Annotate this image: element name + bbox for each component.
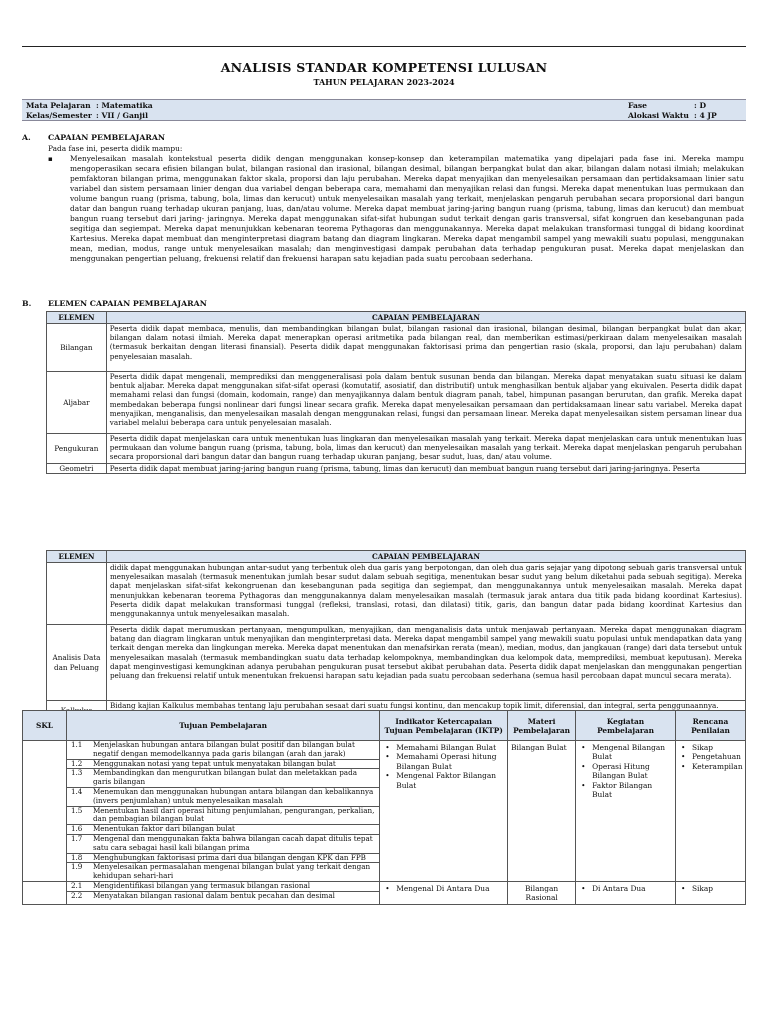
- iktp-list: [380, 741, 507, 790]
- section-b-title: ELEMEN CAPAIAN PEMBELAJARAN: [48, 299, 207, 308]
- table-row: [47, 625, 746, 701]
- tujuan-list: [67, 882, 379, 901]
- kelas-value: : VII / Ganjil: [96, 111, 148, 120]
- list-item: • Memahami Bilangan Bulat: [384, 743, 505, 752]
- tujuan-text: Membandingkan dan mengurutkan bilangan bulat dan meletakkan pada garis bilangan: [92, 768, 357, 787]
- iktp-cell: [380, 741, 508, 882]
- tujuan-number: 2.2: [70, 890, 83, 900]
- tujuan-text: Menemukan dan menggunakan hubungan antara bilangan dan kebalikannya (invers penjumlahan) untuk menyelesaikan masalah: [92, 786, 374, 805]
- elemen-cell: Pengukuran: [47, 434, 107, 464]
- kegiatan-list: [576, 882, 675, 893]
- mapel-key: Mata Pelajaran: [26, 101, 91, 110]
- capaian-cell: Peserta didik dapat menjelaskan cara untuk menentukan luas lingkaran dan menyelesaikan masalah yang terkait. Mereka dapat menjelaskan cara untuk menentukan luas permukaan dan volume bangun ruang (prisma, tabung, bola, limas dan kerucut) dan menyelesaikan masalah yang terkait. Mereka dapat menjelaskan pengaruh perubahan secara proporsional dari bangun datar dan bangun ruang terhadap ukuran panjang, besar sudut, luas, dan/ atau volume.: [106, 434, 745, 464]
- tujuan-text: Mengidentifikasi bilangan yang termasuk bilangan rasional: [92, 880, 311, 890]
- tujuan-text: Menyatakan bilangan rasional dalam bentuk pecahan dan desimal: [92, 890, 335, 900]
- elemen-cell: [47, 563, 107, 625]
- tujuan-number: 1.4: [70, 786, 83, 796]
- tujuan-number: 1.5: [70, 805, 83, 815]
- col-capaian-header: CAPAIAN PEMBELAJARAN: [106, 551, 745, 563]
- col-elemen-header: ELEMEN: [47, 551, 107, 563]
- tujuan-number: 1.2: [70, 758, 83, 768]
- elemen-table-part1: [46, 311, 746, 474]
- tujuan-number: 2.1: [70, 880, 83, 890]
- penilaian-cell: [675, 881, 745, 904]
- tujuan-row: [67, 835, 379, 854]
- table-row: [47, 324, 746, 372]
- tujuan-row: [67, 892, 379, 901]
- tujuan-row: [67, 863, 379, 881]
- alokasi-key: Alokasi Waktu: [628, 111, 689, 120]
- document-title: ANALISIS STANDAR KOMPETENSI LULUSAN: [220, 60, 548, 75]
- alokasi-value: : 4 JP: [694, 111, 717, 120]
- tujuan-text: Menggunakan notasi yang tepat untuk menyatakan bilangan bulat: [92, 758, 336, 768]
- list-item: • Pengetahuan: [680, 752, 743, 761]
- penilaian-cell: [675, 741, 745, 882]
- section-a-letter: A.: [22, 133, 31, 142]
- list-item: • Keterampilan: [680, 762, 743, 771]
- elemen-cell: Aljabar: [47, 372, 107, 434]
- skl-table: [22, 710, 746, 905]
- capaian-intro: Pada fase ini, peserta didik mampu:: [48, 144, 183, 153]
- tujuan-cell: [66, 741, 379, 882]
- elemen-cell: Analisis Data dan Peluang: [47, 625, 107, 701]
- tujuan-number: 1.8: [70, 852, 83, 862]
- table-row: [23, 881, 746, 904]
- tujuan-cell: [66, 881, 379, 904]
- fase-key: Fase: [628, 101, 648, 110]
- list-item: • Sikap: [680, 884, 743, 893]
- tujuan-list: [67, 741, 379, 881]
- tujuan-text: Menyelesaikan permasalahan mengenai bilangan bulat yang terkait dengan kehidupan sehari-hari: [92, 862, 371, 881]
- tujuan-number: 1.7: [70, 833, 83, 843]
- document-subtitle: TAHUN PELAJARAN 2023-2024: [313, 77, 455, 87]
- tujuan-row: [67, 788, 379, 807]
- materi-cell: [508, 881, 576, 904]
- iktp-list: [380, 882, 507, 893]
- tujuan-number: 1.6: [70, 824, 83, 834]
- kegiatan-list: [576, 741, 675, 799]
- tujuan-row: [67, 769, 379, 788]
- list-item: • Operasi Hitung Bilangan Bulat: [580, 762, 673, 781]
- mapel-value: : Matematika: [96, 101, 153, 110]
- tujuan-row: [67, 807, 379, 826]
- tujuan-number: 1.9: [70, 862, 83, 872]
- col-skl-header: SKL: [23, 711, 67, 741]
- penilaian-list: [676, 741, 745, 771]
- capaian-cell: didik dapat menggunakan hubungan antar-sudut yang terbentuk oleh dua garis yang berpotongan, dan oleh dua garis sejajar yang dipotong sebuah garis transversal untuk menyelesaikan masalah (termasuk menentukan jumlah besar sudut dalam sebuah segitiga, menentukan besar sudut yang belum diketahui pada sebuah segitiga). Mereka dapat menjelaskan sifat-sifat kekongruenan dan kesebangunan pada segitiga dan segiempat, dan menggunakannya untuk menyelesaikan masalah. Mereka dapat menunjukkan kebenaran teorema Pythagoras dan menggunakannya dalam menyelesaikan masalah (termasuk jarak antara dua titik pada bidang koordinat Kartesius). Peserta didik dapat melakukan transformasi tunggal (refleksi, translasi, rotasi, dan dilatasi) titik, garis, dan bangun datar pada bidang koordinat Kartesius dan menggunakannya untuk menyelesaikan masalah.: [106, 563, 745, 625]
- col-penilaian-header: Rencana Penilaian: [675, 711, 745, 741]
- kelas-row: [26, 111, 148, 121]
- materi-cell: [508, 741, 576, 882]
- capaian-cell: Peserta didik dapat membuat jaring-jaring bangun ruang (prisma, tabung, limas dan kerucut) dan membuat bangun ruang tersebut dari jaring-jaringnya. Peserta: [106, 464, 745, 474]
- table-row: [47, 434, 746, 464]
- table-row: [23, 741, 746, 882]
- list-item: • Faktor Bilangan Bulat: [580, 781, 673, 800]
- tujuan-row: [67, 741, 379, 760]
- section-b-letter: B.: [22, 299, 32, 308]
- tujuan-text: Mengenal dan menggunakan fakta bahwa bilangan cacah dapat ditulis tepat satu cara sebagai hasil kali bilangan prima: [92, 833, 373, 852]
- fase-value: : D: [694, 101, 707, 110]
- elemen-cell: Geometri: [47, 464, 107, 474]
- capaian-cell: Peserta didik dapat mengenali, memprediksi dan menggeneralisasi pola dalam bentuk susunan benda dan bilangan. Mereka dapat menyatakan suatu situasi ke dalam bentuk aljabar. Mereka dapat menggunakan sifat-sifat operasi (komutatif, asosiatif, dan distributif) untuk menghasilkan bentuk aljabar yang ekuivalen. Peserta didik dapat memahami relasi dan fungsi (domain, kodomain, range) dan menyajikannya dalam bentuk diagram panah, tabel, himpunan pasangan berurutan, dan grafik. Mereka dapat membedakan beberapa fungsi nonlinear dari fungsi linear secara grafik. Mereka dapat menyelesaikan persamaan dan pertidaksamaan linear satu variabel. Mereka dapat menyajikan, menganalisis, dan menyelesaikan masalah dengan menggunakan relasi, fungsi dan persamaan linear. Mereka dapat menyelesaikan sistem persaman linear dua variabel melalui beberapa cara untuk penyelesaian masalah.: [106, 372, 745, 434]
- tujuan-number: 1.1: [70, 740, 83, 749]
- table-row: [47, 464, 746, 474]
- capaian-cell: Peserta didik dapat membaca, menulis, dan membandingkan bilangan bulat, bilangan rasional dan irasional, bilangan desimal, bilangan berpangkat bulat dan akar, bilangan dalam notasi ilmiah. Mereka dapat menerapkan operasi aritmetika pada bilangan real, dan memberikan estimasi/perkiraan dalam menyelesaikan masalah (termasuk berkaitan dengan literasi finansial). Peserta didik dapat menggunakan faktorisasi prima dan pengertian rasio (skala, proporsi, dan laju perubahan) dalam penyelesaian masalah.: [106, 324, 745, 372]
- kelas-key: Kelas/Semester: [26, 111, 92, 120]
- kegiatan-cell: [576, 741, 676, 882]
- elemen-cell: Bilangan: [47, 324, 107, 372]
- skl-cell: [23, 881, 67, 904]
- fase-row: [628, 101, 706, 110]
- col-materi-header: Materi Pembelajaran: [508, 711, 576, 741]
- kegiatan-cell: [576, 881, 676, 904]
- materi-text: Bilangan Bulat: [511, 743, 567, 752]
- tujuan-text: Menentukan hasil dari operasi hitung penjumlahan, pengurangan, perkalian, dan pembagian bilangan bulat: [92, 805, 375, 824]
- alokasi-row: [628, 111, 717, 120]
- top-rule: [22, 46, 746, 47]
- materi-text: Bilangan Rasional: [524, 883, 559, 902]
- tujuan-number: 1.3: [70, 768, 83, 778]
- tujuan-text: Menghubungkan faktorisasi prima dari dua bilangan dengan KPK dan FPB: [92, 852, 366, 862]
- mapel-row: [26, 101, 153, 111]
- section-a-title: CAPAIAN PEMBELAJARAN: [48, 133, 166, 142]
- tujuan-text: Menentukan faktor dari bilangan bulat: [92, 824, 235, 834]
- penilaian-list: [676, 882, 745, 893]
- col-capaian-header: CAPAIAN PEMBELAJARAN: [106, 312, 745, 324]
- col-elemen-header: ELEMEN: [47, 312, 107, 324]
- capaian-cell: Peserta didik dapat merumuskan pertanyaan, mengumpulkan, menyajikan, dan menganalisis data untuk menjawab pertanyaan. Mereka dapat menggunakan diagram batang dan diagram lingkaran untuk menyajikan dan menginterpretasi data. Mereka dapat mengambil sampel yang mewakili suatu populasi untuk mendapatkan data yang terkait dengan mereka dan lingkungan mereka. Mereka dapat menentukan dan menafsirkan rerata (mean), median, modus, dan jangkauan (range) dari data tersebut untuk menyelesaikan masalah (termasuk membandingkan suatu data terhadap kelompoknya, membandingkan dua kelompok data, memprediksi, membuat keputusan). Mereka dapat menginvestigasi kemungkinan adanya perubahan pengukuran pusat tersebut akibat perubahan data. Peserta didik dapat menjelaskan dan menggunakan pengertian peluang dan frekuensi relatif untuk menentukan frekuensi harapan satu kejadian pada suatu percobaan sederhana (semua hasil percobaan dapat muncul secara merata).: [106, 625, 745, 701]
- col-iktp-header: Indikator Ketercapaian Tujuan Pembelajaran (IKTP): [380, 711, 508, 741]
- square-bullet-icon: ▪: [48, 155, 53, 163]
- tujuan-text: Menjelaskan hubungan antara bilangan bulat positif dan bilangan bulat negatif dengan memodelkannya pada garis bilangan (arah dan jarak): [92, 740, 355, 758]
- col-kegiatan-header: Kegiatan Pembelajaran: [576, 711, 676, 741]
- capaian-cell: Bidang kajian Kalkulus membahas tentang laju perubahan sesaat dari suatu fungsi kontinu, dan mencakup topik limit, diferensial, dan integral, serta penggunaannya.: [106, 701, 745, 721]
- list-item: • Mengenal Di Antara Dua: [384, 884, 505, 893]
- table-row: [47, 563, 746, 625]
- list-item: • Sikap: [680, 743, 743, 752]
- list-item: • Mengenal Bilangan Bulat: [580, 743, 673, 762]
- capaian-paragraph: Menyelesaikan masalah kontekstual peserta didik dengan menggunakan konsep-konsep dan keterampilan matematika yang dipelajari pada fase ini. Mereka mampu mengoperasikan secara efisien bilangan bulat, bilangan rasional dan irasional, bilangan desimal, bilangan berpangkat bulat dan akar, bilangan dalam notasi ilmiah; melakukan pemfaktoran bilangan prima, menggunakan faktor skala, proporsi dan laju perubahan. Mereka dapat menyajikan dan menyelesaikan persamaan dan pertidaksamaan linier satu variabel dan sistem persamaan linier dengan dua variabel dengan beberapa cara, memahami dan menyajikan relasi dan fungsi. Mereka dapat menentukan luas permukaan dan volume bangun ruang (prisma, tabung, bola, limas dan kerucut) untuk menyelesaikan masalah yang terkait, menjelaskan pengaruh perubahan secara proporsional dari bangun datar dan bangun ruang terhadap ukuran panjang, luas, dan/atau volume. Mereka dapat membuat jaring-jaring bangun ruang (prisma, tabung, limas dan kerucut) dan membuat bangun ruang tersebut dari jaring- jaringnya. Mereka dapat menggunakan sifat-sifat hubungan sudut terkait dengan garis transversal, sifat kongruen dan kesebangunan pada segitiga dan segiempat. Mereka dapat menunjukkan kebenaran teorema Pythagoras dan menggunakannya. Mereka dapat melakukan transformasi tunggal di bidang koordinat Kartesius. Mereka dapat membuat dan menginterpretasi diagram batang dan diagram lingkaran. Mereka dapat mengambil sampel yang mewakili suatu populasi, menggunakan mean, median, modus, range untuk menyelesaikan masalah; dan menginvestigasi dampak perubahan data terhadap pengukuran pusat. Mereka dapat menjelaskan dan menggunakan pengertian peluang, frekuensi relatif dan frekuensi harapan satu kejadian pada suatu percobaan sederhana.: [70, 154, 744, 263]
- col-tujuan-header: Tujuan Pembelajaran: [66, 711, 379, 741]
- list-item: • Di Antara Dua: [580, 884, 673, 893]
- list-item: • Mengenal Faktor Bilangan Bulat: [384, 771, 505, 790]
- elemen-table-part2: [46, 550, 746, 721]
- table-row: [47, 372, 746, 434]
- skl-cell: [23, 741, 67, 882]
- list-item: • Memahami Operasi hitung Bilangan Bulat: [384, 752, 505, 771]
- iktp-cell: [380, 881, 508, 904]
- info-bar: [22, 99, 746, 121]
